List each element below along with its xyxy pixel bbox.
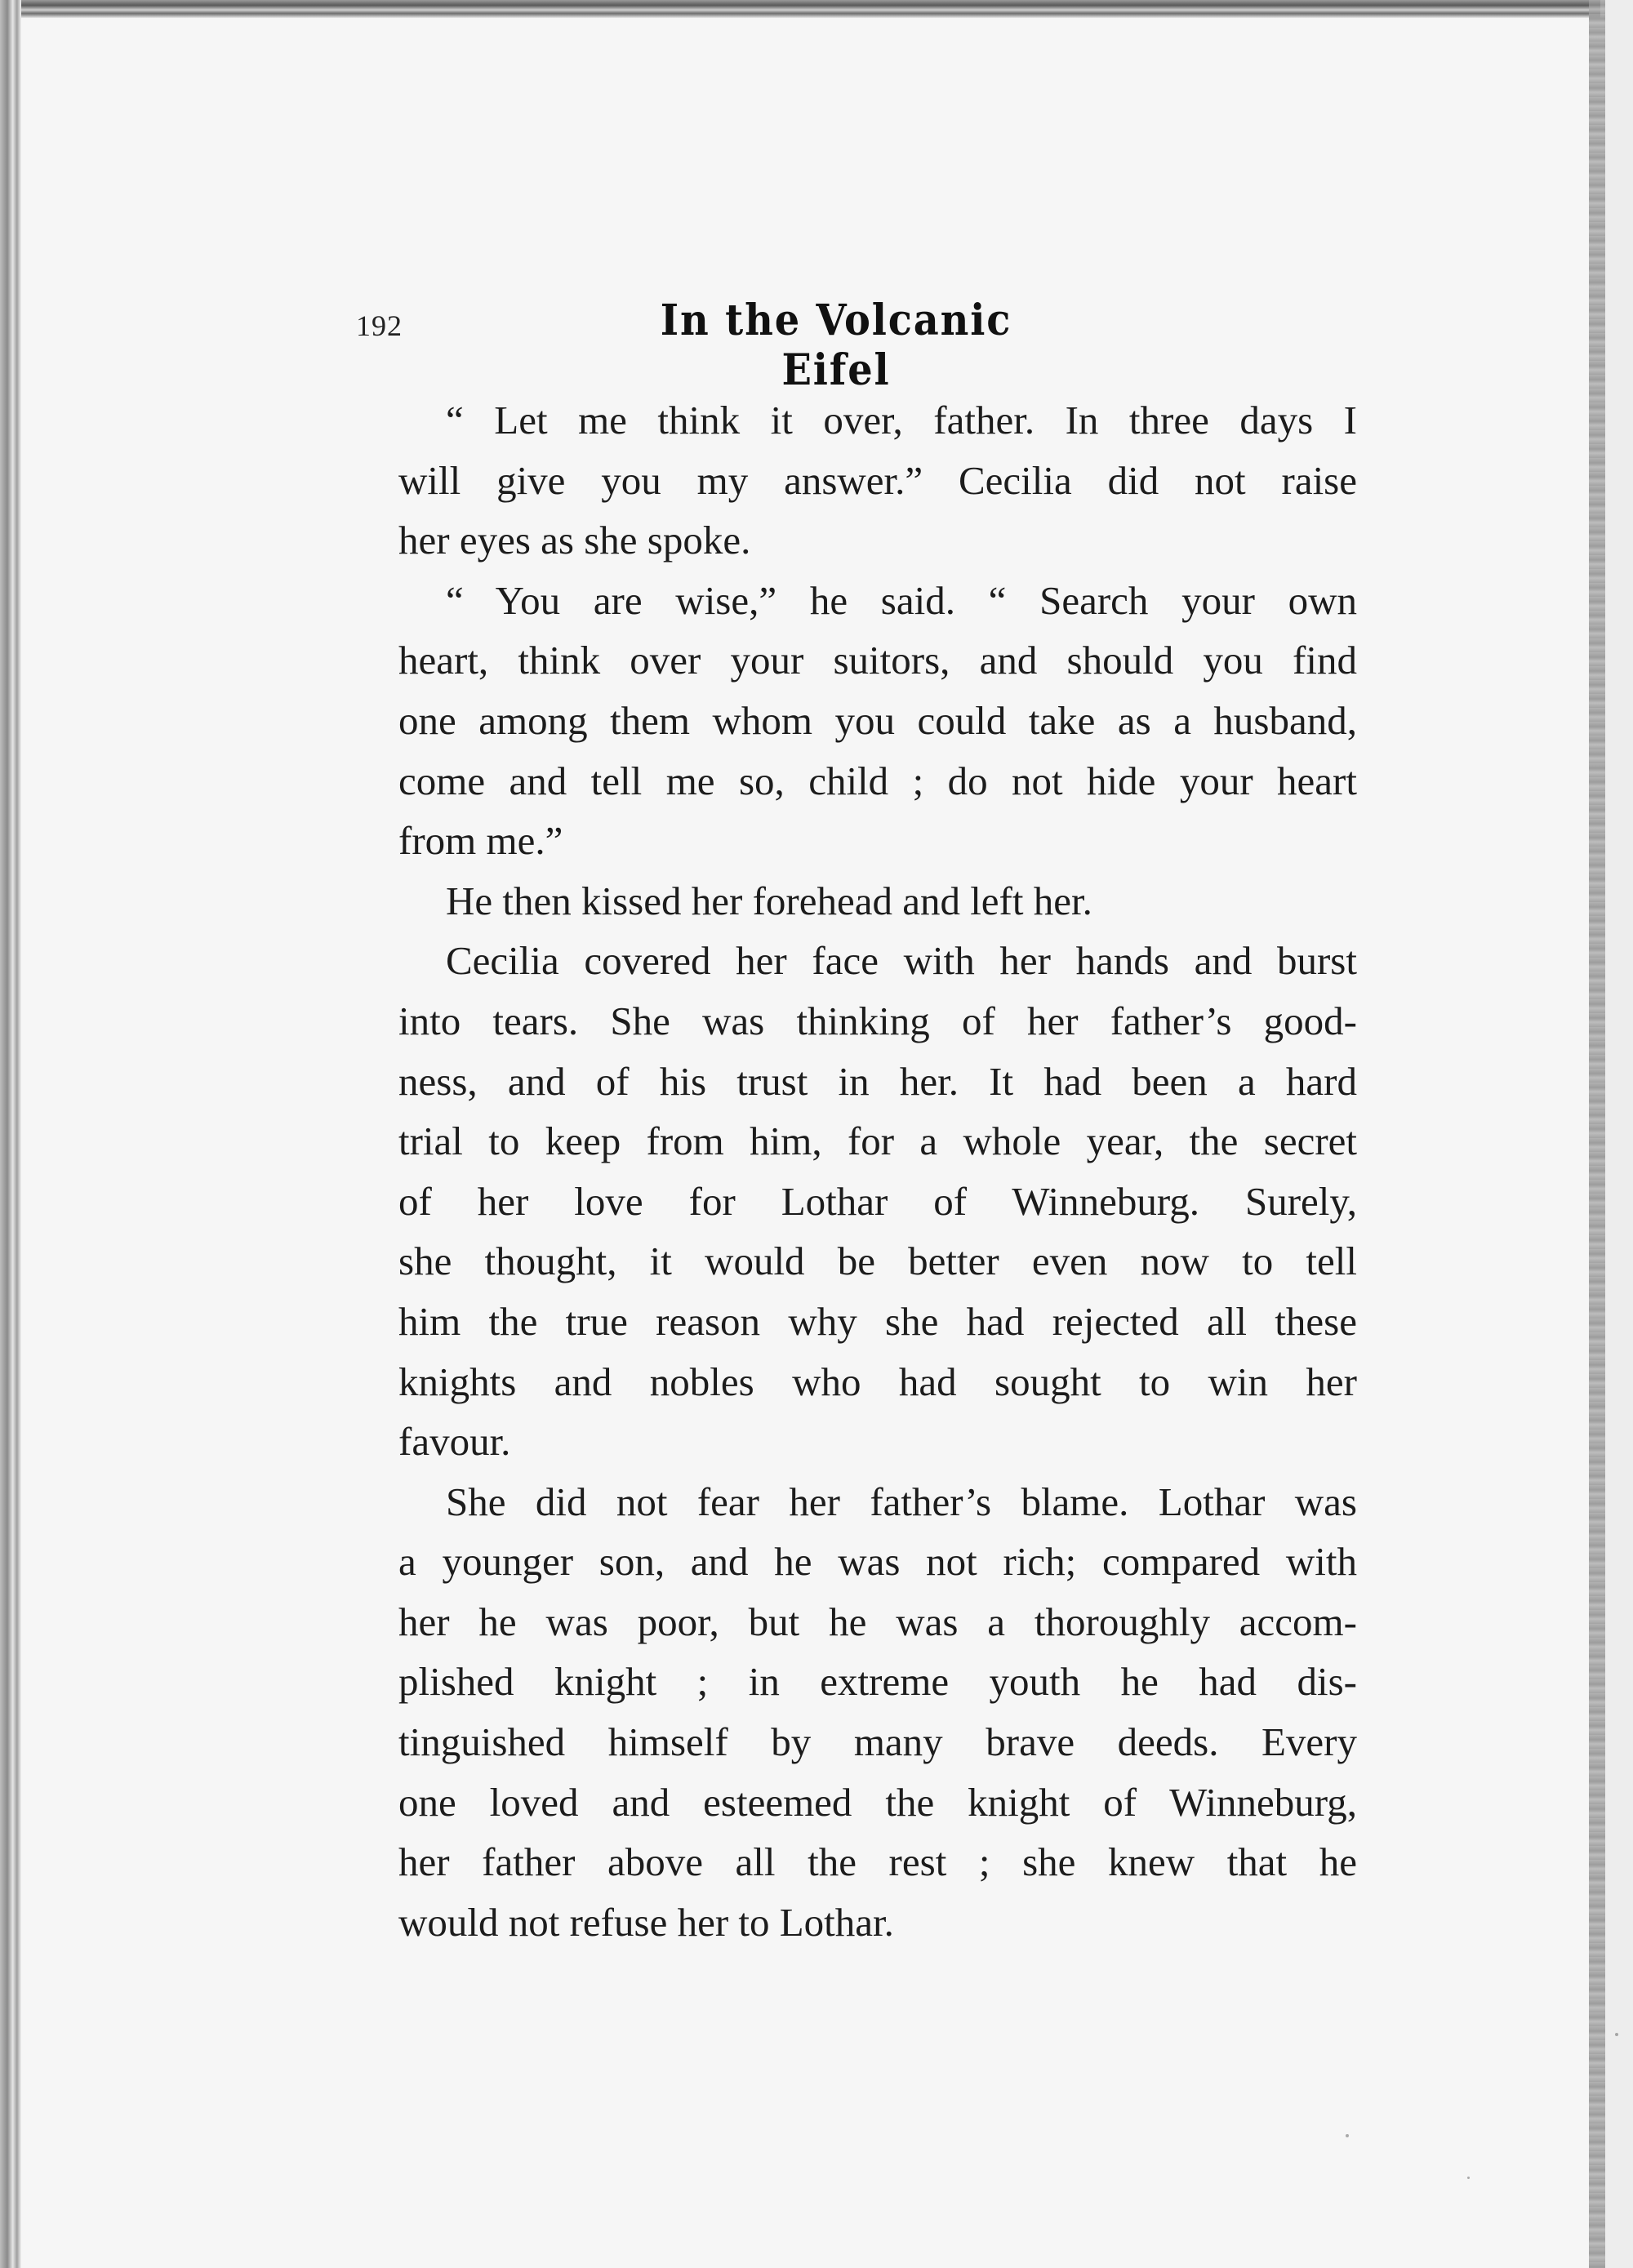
- running-title: In the Volcanic Eifel: [660, 296, 1012, 395]
- text-line: him the true reason why she had rejected all these: [398, 1298, 1357, 1344]
- text-line: would not refuse her to Lothar.: [398, 1899, 894, 1945]
- book-gutter-edge: [1589, 0, 1605, 2268]
- paper-speck: [1615, 2033, 1618, 2036]
- text-line: one among them whom you could take as a husband,: [398, 697, 1357, 743]
- text-line: she thought, it would be better even now to tell: [398, 1239, 1357, 1284]
- text-line: into tears. She was thinking of her father’s good-: [398, 998, 1357, 1043]
- paragraph: [351, 931, 1357, 1471]
- text-line: ness, and of his trust in her. It had been a hard: [398, 1058, 1357, 1104]
- text-line: Cecilia covered her face with her hands and burst: [446, 938, 1357, 984]
- paragraph: [351, 871, 1357, 932]
- text-line: “ Let me think it over, father. In three days I: [446, 398, 1357, 442]
- text-line: of her love for Lothar of Winneburg. Surely,: [398, 1178, 1357, 1224]
- text-line: tinguished himself by many brave deeds. Every: [398, 1719, 1357, 1765]
- text-line: will give you my answer.” Cecilia did not raise: [398, 457, 1357, 503]
- paragraph: [351, 1472, 1357, 1953]
- text-line: a younger son, and he was not rich; compared with: [398, 1539, 1357, 1585]
- text-line: knights and nobles who had sought to win her: [398, 1359, 1357, 1404]
- paper-speck: [1346, 2134, 1349, 2137]
- text-line: heart, think over your suitors, and should you find: [398, 638, 1357, 683]
- text-line: her eyes as she spoke.: [398, 518, 751, 563]
- text-line: “ You are wise,” he said. “ Search your own: [446, 577, 1357, 623]
- paper-speck: [1467, 2177, 1470, 2179]
- page-number: 192: [356, 309, 403, 342]
- text-line: trial to keep from him, for a whole year, the secret: [398, 1118, 1357, 1164]
- text-line: her he was poor, but he was a thoroughly accom-: [398, 1599, 1357, 1644]
- paragraph: [351, 571, 1357, 871]
- body-text: [351, 390, 1357, 1952]
- text-line: She did not fear her father’s blame. Lothar was: [446, 1479, 1357, 1524]
- text-line: her father above all the rest ; she knew that he: [398, 1839, 1357, 1885]
- text-line: from me.”: [398, 818, 563, 864]
- text-line: plished knight ; in extreme youth he had dis-: [398, 1659, 1357, 1705]
- text-line: come and tell me so, child ; do not hide your heart: [398, 758, 1357, 803]
- text-line: one loved and esteemed the knight of Winneburg,: [398, 1779, 1357, 1825]
- book-top-edge: [0, 0, 1600, 18]
- text-line: favour.: [398, 1419, 511, 1465]
- book-left-edge: [0, 0, 21, 2268]
- text-line: He then kissed her forehead and left her.: [446, 878, 1092, 923]
- paragraph: [351, 390, 1357, 571]
- facing-page-margin: [1605, 0, 1633, 2268]
